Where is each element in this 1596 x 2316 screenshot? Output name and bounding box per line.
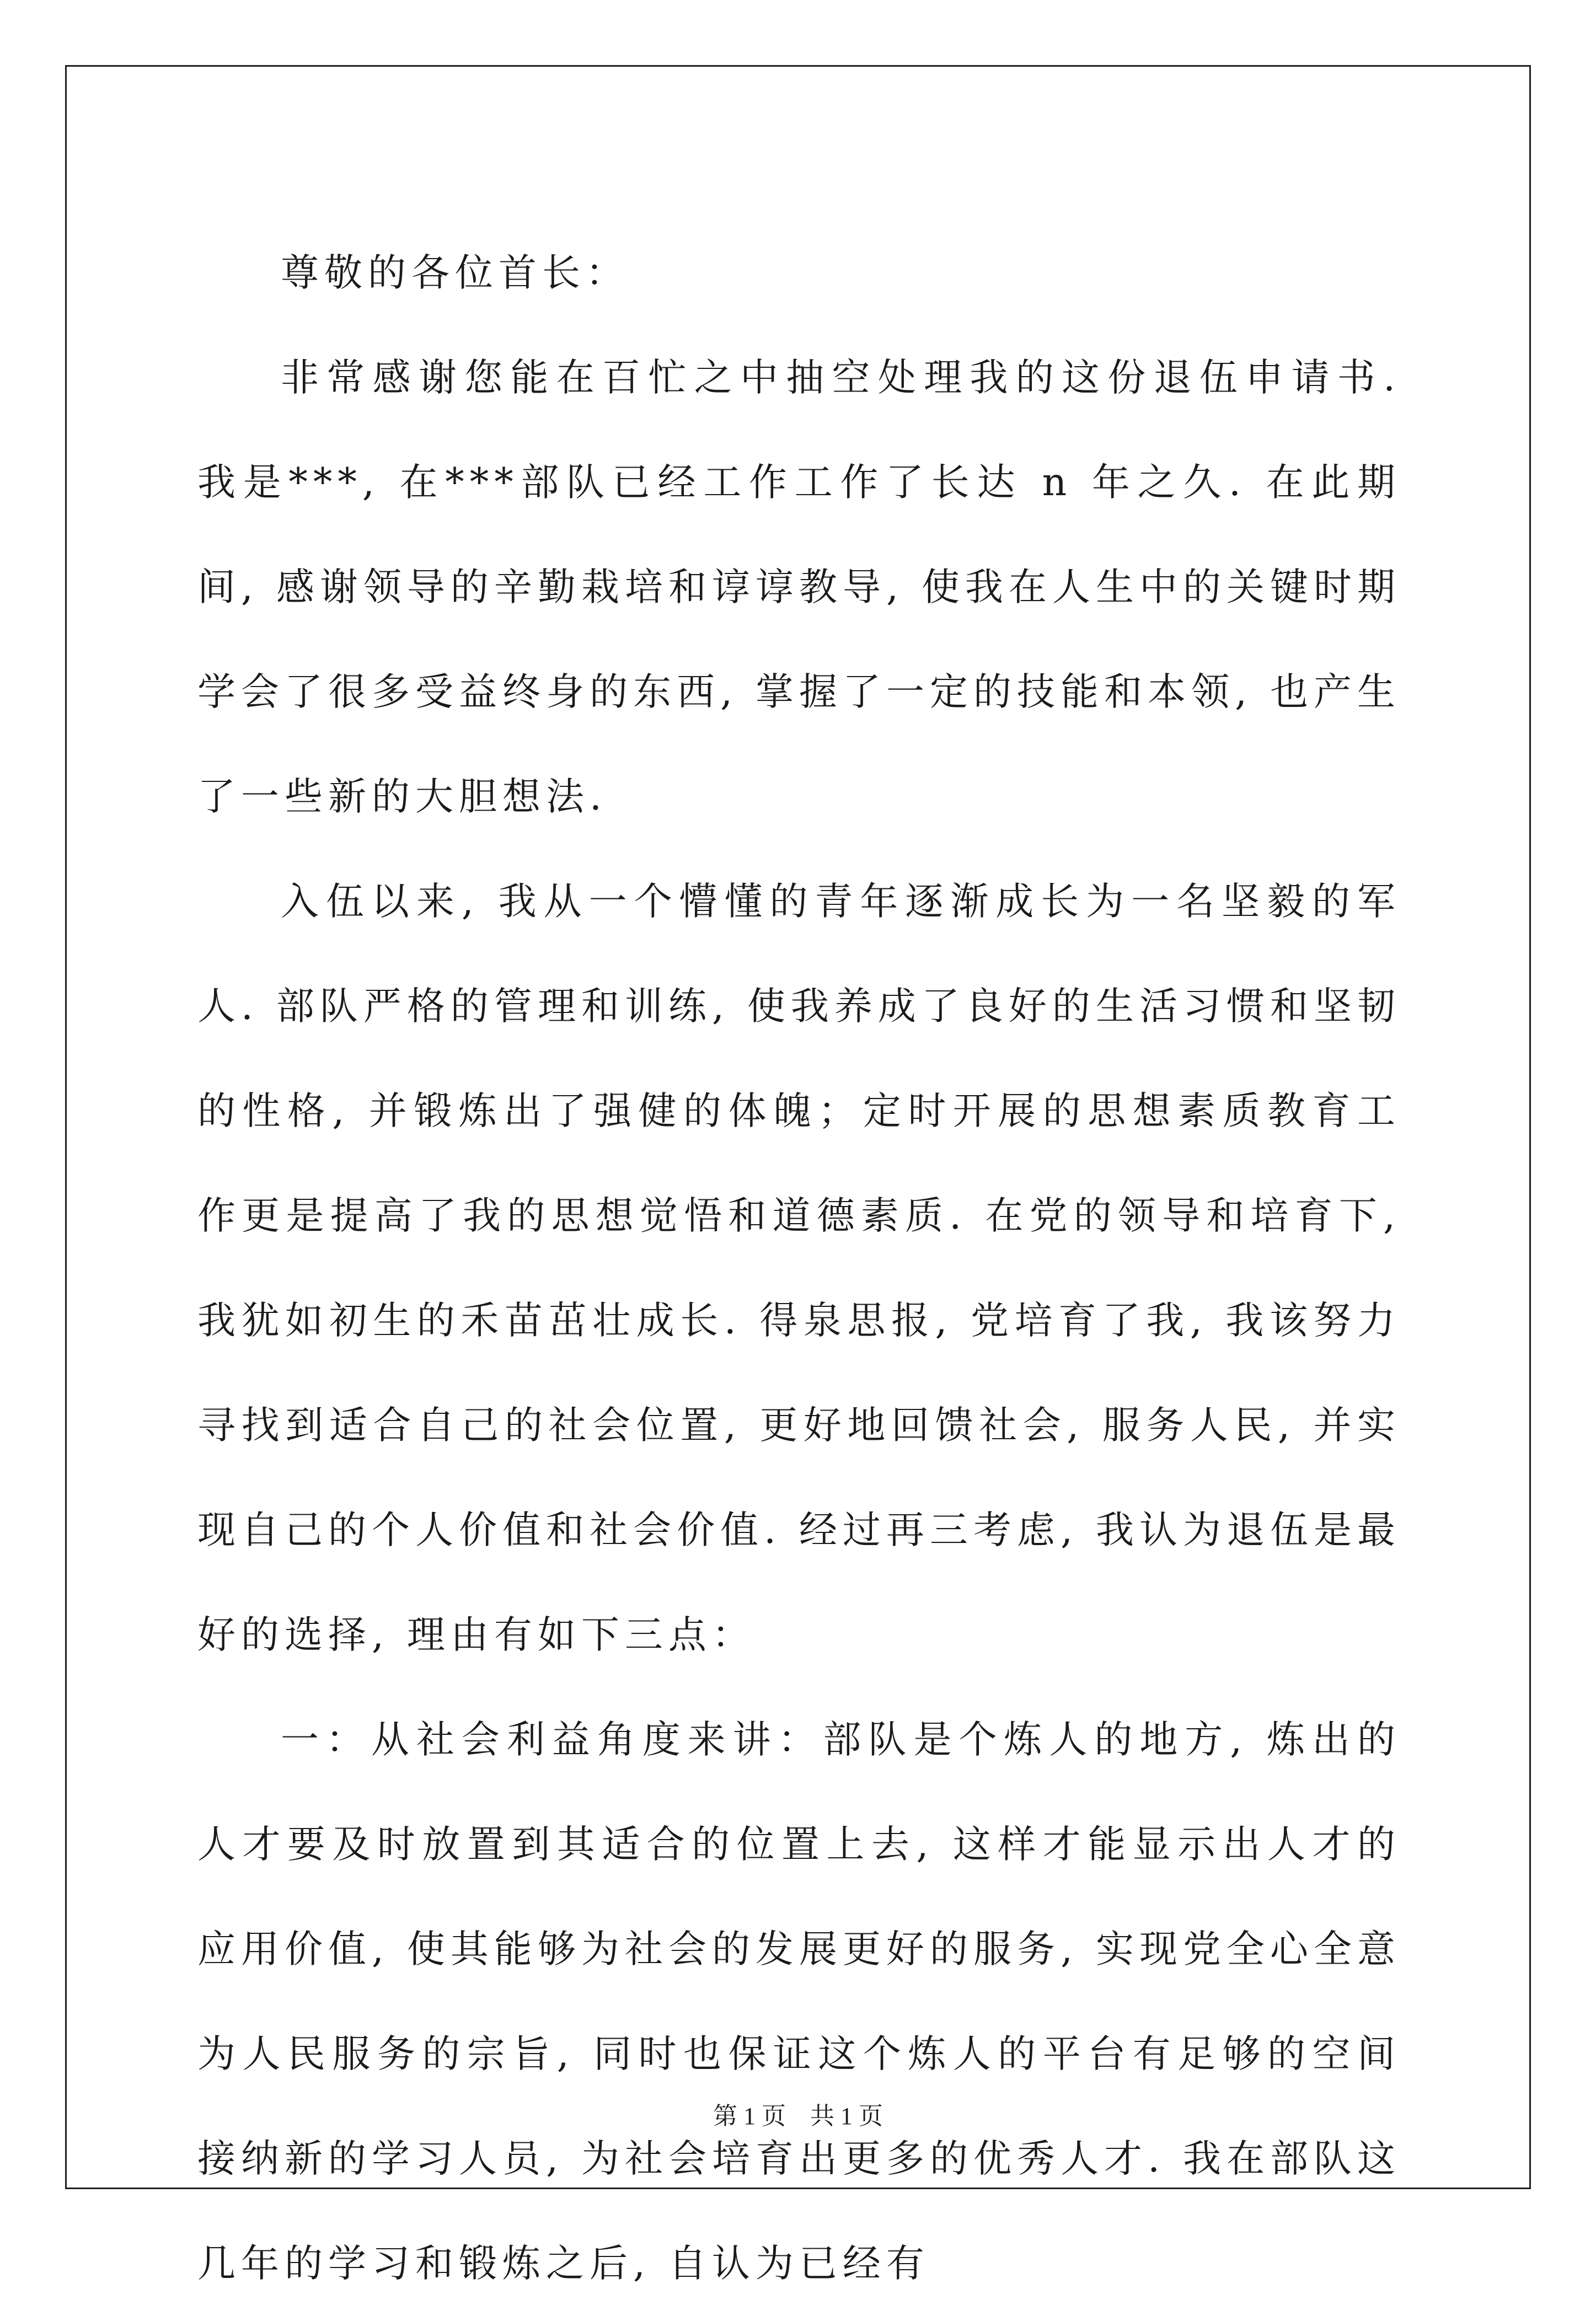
page-number-label: 第 1 页 共 1 页 — [713, 2103, 883, 2130]
letter-body — [197, 221, 1401, 2316]
salutation: 尊敬的各位首长： — [281, 251, 629, 295]
page-footer — [0, 2100, 1596, 2133]
paragraph-1: 非常感谢您能在百忙之中抽空处理我的这份退伍申请书. 我是***, 在***部队已经工作工作了长达 n 年之久. 在此期间, 感谢领导的辛勤栽培和谆谆教导, 使我在人生中的关键时期学会了很多受益终身的东西, 掌握了一定的技能和本领, 也产生了一些新的大胆想法. — [197, 356, 1401, 819]
paragraph-3: 一：从社会利益角度来讲：部队是个炼人的地方, 炼出的人才要及时放置到其适合的位置上去, 这样才能显示出人才的应用价值, 使其能够为社会的发展更好的服务, 实现党全心全意为人民服务的宗旨, 同时也保证这个炼人的平台有足够的空间接纳新的学习人员, 为社会培育出更多的优秀人才. 我在部队这几年的学习和锻炼之后, 自认为已经有 — [197, 1718, 1401, 2286]
paragraph-2: 入伍以来, 我从一个懵懂的青年逐渐成长为一名坚毅的军人. 部队严格的管理和训练, 使我养成了良好的生活习惯和坚韧的性格, 并锻炼出了强健的体魄；定时开展的思想素质教育工作更是提高了我的思想觉悟和道德素质. 在党的领导和培育下, 我犹如初生的禾苗茁壮成长. 得泉思报, 党培育了我, 我该努力寻找到适合自己的社会位置, 更好地回馈社会, 服务人民, 并实现自己的个人价值和社会价值. 经过再三考虑, 我认为退伍是最好的选择, 理由有如下三点： — [197, 880, 1401, 1657]
